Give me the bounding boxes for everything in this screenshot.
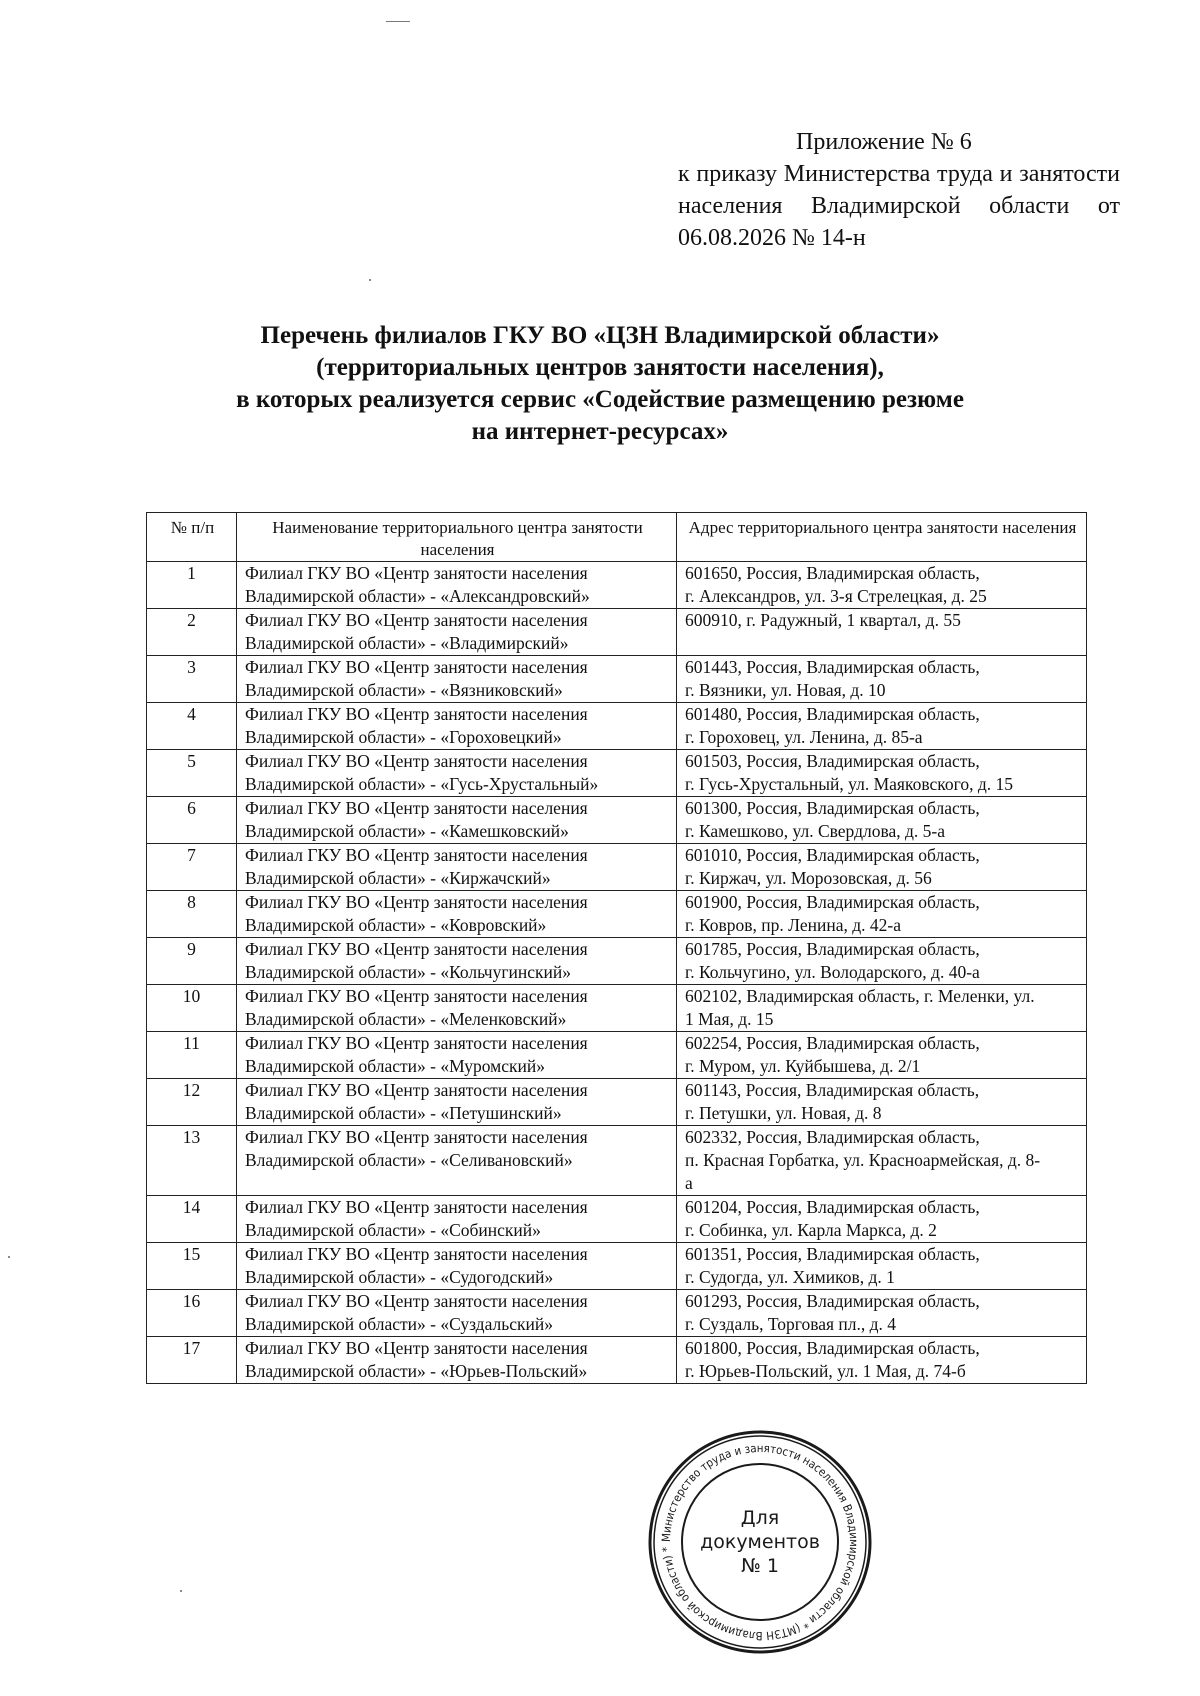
center-address-line: 601503, Россия, Владимирская область, <box>685 751 980 771</box>
stamp-ring-text-path: Министерство труда и занятости населения Владимирской области * (МТЗН Владимирской области) * <box>658 1440 862 1644</box>
row-number: 5 <box>147 750 237 797</box>
center-address-cell <box>677 1032 1087 1079</box>
center-name-cell <box>237 609 677 656</box>
appendix-number: Приложение № 6 <box>796 129 972 155</box>
center-address-line: г. Муром, ул. Куйбышева, д. 2/1 <box>685 1056 921 1076</box>
center-address-cell <box>677 891 1087 938</box>
title-line: на интернет-ресурсах» <box>471 418 729 445</box>
table-row <box>147 1337 1087 1384</box>
header-number: № п/п <box>147 513 237 562</box>
center-name-cell <box>237 703 677 750</box>
table-row <box>147 703 1087 750</box>
center-address-line: г. Ковров, пр. Ленина, д. 42-а <box>685 915 902 935</box>
table-row <box>147 891 1087 938</box>
row-number: 6 <box>147 797 237 844</box>
center-name-line: Владимирской области» - «Александровский» <box>245 586 590 606</box>
center-address-line: 601900, Россия, Владимирская область, <box>685 892 980 912</box>
center-address-line <box>685 632 1080 655</box>
center-address-line: г. Петушки, ул. Новая, д. 8 <box>685 1103 882 1123</box>
header-center-address: Адрес территориального центра занятости населения <box>677 513 1087 562</box>
center-name-line: Филиал ГКУ ВО «Центр занятости населения <box>245 939 588 959</box>
center-address-cell <box>677 1243 1087 1290</box>
row-number: 2 <box>147 609 237 656</box>
center-name-cell <box>237 1196 677 1243</box>
scan-speck <box>8 1256 10 1258</box>
center-name-line: Владимирской области» - «Собинский» <box>245 1220 541 1240</box>
center-address-cell <box>677 1079 1087 1126</box>
center-name-line: Владимирской области» - «Юрьев-Польский» <box>245 1361 588 1381</box>
center-name-line: Филиал ГКУ ВО «Центр занятости населения <box>245 986 588 1006</box>
row-number: 13 <box>147 1126 237 1196</box>
table-row <box>147 1032 1087 1079</box>
center-address-cell <box>677 656 1087 703</box>
center-name-line: Владимирской области» - «Кольчугинский» <box>245 962 571 982</box>
center-address-line: 601293, Россия, Владимирская область, <box>685 1291 980 1311</box>
center-name-line: Владимирской области» - «Муромский» <box>245 1056 545 1076</box>
center-address-cell <box>677 938 1087 985</box>
center-address-line: 602254, Россия, Владимирская область, <box>685 1033 980 1053</box>
center-name-cell <box>237 985 677 1032</box>
row-number: 11 <box>147 1032 237 1079</box>
table-row <box>147 938 1087 985</box>
stamp-center-line: № 1 <box>741 1555 779 1577</box>
row-number: 15 <box>147 1243 237 1290</box>
table-row <box>147 750 1087 797</box>
stamp-center-line: Для <box>740 1507 780 1529</box>
center-address-line: 601443, Россия, Владимирская область, <box>685 657 980 677</box>
center-address-line: 601300, Россия, Владимирская область, <box>685 798 980 818</box>
center-name-line: Филиал ГКУ ВО «Центр занятости населения <box>245 704 588 724</box>
center-name-line: Филиал ГКУ ВО «Центр занятости населения <box>245 1338 588 1358</box>
title-line: Перечень филиалов ГКУ ВО «ЦЗН Владимирской области» <box>260 322 940 349</box>
table-row <box>147 1079 1087 1126</box>
title-line: в которых реализуется сервис «Содействие размещению резюме <box>236 386 964 413</box>
table-header-row <box>147 513 1087 562</box>
center-address-line: 1 Мая, д. 15 <box>685 1009 774 1029</box>
center-name-line: Владимирской области» - «Гусь-Хрустальный» <box>245 774 599 794</box>
row-number: 3 <box>147 656 237 703</box>
row-number: 7 <box>147 844 237 891</box>
row-number: 10 <box>147 985 237 1032</box>
header-center-name: Наименование территориального центра занятости населения <box>237 513 677 562</box>
center-address-line: 601143, Россия, Владимирская область, <box>685 1080 980 1100</box>
scan-speck <box>180 1590 182 1592</box>
center-name-line: Владимирской области» - «Камешковский» <box>245 821 569 841</box>
center-name-cell <box>237 1079 677 1126</box>
center-name-line: Владимирской области» - «Ковровский» <box>245 915 547 935</box>
center-name-line: Филиал ГКУ ВО «Центр занятости населения <box>245 610 588 630</box>
center-name-line: Владимирской области» - «Селивановский» <box>245 1150 573 1170</box>
center-name-cell <box>237 1032 677 1079</box>
center-address-line: г. Гусь-Хрустальный, ул. Маяковского, д. 15 <box>685 774 1014 794</box>
center-address-line: 601204, Россия, Владимирская область, <box>685 1197 980 1217</box>
center-address-cell <box>677 1290 1087 1337</box>
center-address-line: 601480, Россия, Владимирская область, <box>685 704 980 724</box>
center-address-line: 601010, Россия, Владимирская область, <box>685 845 980 865</box>
center-name-cell <box>237 1126 677 1196</box>
row-number: 12 <box>147 1079 237 1126</box>
center-name-line: Филиал ГКУ ВО «Центр занятости населения <box>245 1197 588 1217</box>
center-address-cell <box>677 703 1087 750</box>
title-line: (территориальных центров занятости населения), <box>316 354 884 381</box>
official-stamp <box>646 1428 874 1656</box>
center-address-line: г. Киржач, ул. Морозовская, д. 56 <box>685 868 932 888</box>
center-address-cell <box>677 797 1087 844</box>
row-number: 1 <box>147 562 237 609</box>
center-address-line: г. Кольчугино, ул. Володарского, д. 40-а <box>685 962 980 982</box>
center-address-line: г. Гороховец, ул. Ленина, д. 85-а <box>685 727 923 747</box>
center-name-line: Филиал ГКУ ВО «Центр занятости населения <box>245 1291 588 1311</box>
center-address-line: г. Вязники, ул. Новая, д. 10 <box>685 680 886 700</box>
center-name-line: Владимирской области» - «Владимирский» <box>245 633 569 653</box>
center-address-cell <box>677 844 1087 891</box>
center-address-cell <box>677 1126 1087 1196</box>
appendix-block <box>678 126 1120 254</box>
table-row <box>147 797 1087 844</box>
center-name-line: Владимирской области» - «Суздальский» <box>245 1314 553 1334</box>
center-address-cell <box>677 562 1087 609</box>
center-address-cell <box>677 750 1087 797</box>
center-name-cell <box>237 1290 677 1337</box>
row-number: 8 <box>147 891 237 938</box>
row-number: 9 <box>147 938 237 985</box>
center-name-line: Владимирской области» - «Меленковский» <box>245 1009 567 1029</box>
table-row <box>147 985 1087 1032</box>
row-number: 16 <box>147 1290 237 1337</box>
center-name-cell <box>237 1243 677 1290</box>
center-name-line: Владимирской области» - «Вязниковский» <box>245 680 563 700</box>
center-address-cell <box>677 1337 1087 1384</box>
appendix-order-reference: к приказу Министерства труда и занятости населения Владимирской области от 06.08.2026 № 14-н <box>678 161 1120 251</box>
center-address-line: п. Красная Горбатка, ул. Красноармейская, д. 8- <box>685 1150 1041 1170</box>
table-row <box>147 1126 1087 1196</box>
table-row <box>147 844 1087 891</box>
center-address-line: 602332, Россия, Владимирская область, <box>685 1127 980 1147</box>
scan-speck <box>369 279 371 281</box>
center-name-line: Владимирской области» - «Судогодский» <box>245 1267 554 1287</box>
center-name-line: Владимирской области» - «Гороховецкий» <box>245 727 562 747</box>
center-name-line: Филиал ГКУ ВО «Центр занятости населения <box>245 892 588 912</box>
table-row <box>147 1243 1087 1290</box>
center-name-line: Филиал ГКУ ВО «Центр занятости населения <box>245 845 588 865</box>
stamp-center-line: документов <box>700 1531 820 1553</box>
center-address-cell <box>677 609 1087 656</box>
table-row <box>147 1290 1087 1337</box>
center-address-line: 601785, Россия, Владимирская область, <box>685 939 980 959</box>
table-row <box>147 609 1087 656</box>
center-name-line: Филиал ГКУ ВО «Центр занятости населения <box>245 657 588 677</box>
center-name-line: Филиал ГКУ ВО «Центр занятости населения <box>245 798 588 818</box>
center-address-line: г. Александров, ул. 3-я Стрелецкая, д. 25 <box>685 586 987 606</box>
center-name-cell <box>237 891 677 938</box>
center-address-line: г. Камешково, ул. Свердлова, д. 5-а <box>685 821 946 841</box>
center-address-line: г. Судогда, ул. Химиков, д. 1 <box>685 1267 895 1287</box>
center-address-line: г. Юрьев-Польский, ул. 1 Мая, д. 74-б <box>685 1361 966 1381</box>
branches-table <box>146 512 1087 1384</box>
center-address-cell <box>677 985 1087 1032</box>
center-address-line: г. Суздаль, Торговая пл., д. 4 <box>685 1314 897 1334</box>
center-address-line: а <box>685 1173 693 1193</box>
scan-mark <box>386 21 410 22</box>
center-name-line: Владимирской области» - «Петушинский» <box>245 1103 562 1123</box>
center-name-line: Владимирской области» - «Киржачский» <box>245 868 551 888</box>
center-address-line: 602102, Владимирская область, г. Меленки, ул. <box>685 986 1035 1006</box>
center-name-cell <box>237 750 677 797</box>
center-address-cell <box>677 1196 1087 1243</box>
row-number: 17 <box>147 1337 237 1384</box>
center-name-line: Филиал ГКУ ВО «Центр занятости населения <box>245 751 588 771</box>
center-address-line: г. Собинка, ул. Карла Маркса, д. 2 <box>685 1220 937 1240</box>
center-name-cell <box>237 938 677 985</box>
center-name-cell <box>237 656 677 703</box>
center-name-line: Филиал ГКУ ВО «Центр занятости населения <box>245 1080 588 1100</box>
table-row <box>147 656 1087 703</box>
center-name-line: Филиал ГКУ ВО «Центр занятости населения <box>245 1244 588 1264</box>
center-name-line: Филиал ГКУ ВО «Центр занятости населения <box>245 563 588 583</box>
center-address-line: 601650, Россия, Владимирская область, <box>685 563 980 583</box>
center-name-cell <box>237 797 677 844</box>
center-name-line: Филиал ГКУ ВО «Центр занятости населения <box>245 1033 588 1053</box>
table-row <box>147 1196 1087 1243</box>
center-name-cell <box>237 844 677 891</box>
center-name-line: Филиал ГКУ ВО «Центр занятости населения <box>245 1127 588 1147</box>
document-title <box>160 320 1040 448</box>
center-address-line: 600910, г. Радужный, 1 квартал, д. 55 <box>685 610 961 630</box>
row-number: 14 <box>147 1196 237 1243</box>
row-number: 4 <box>147 703 237 750</box>
center-address-line: 601800, Россия, Владимирская область, <box>685 1338 980 1358</box>
center-name-cell <box>237 562 677 609</box>
center-address-line: 601351, Россия, Владимирская область, <box>685 1244 980 1264</box>
table-row <box>147 562 1087 609</box>
center-name-cell <box>237 1337 677 1384</box>
